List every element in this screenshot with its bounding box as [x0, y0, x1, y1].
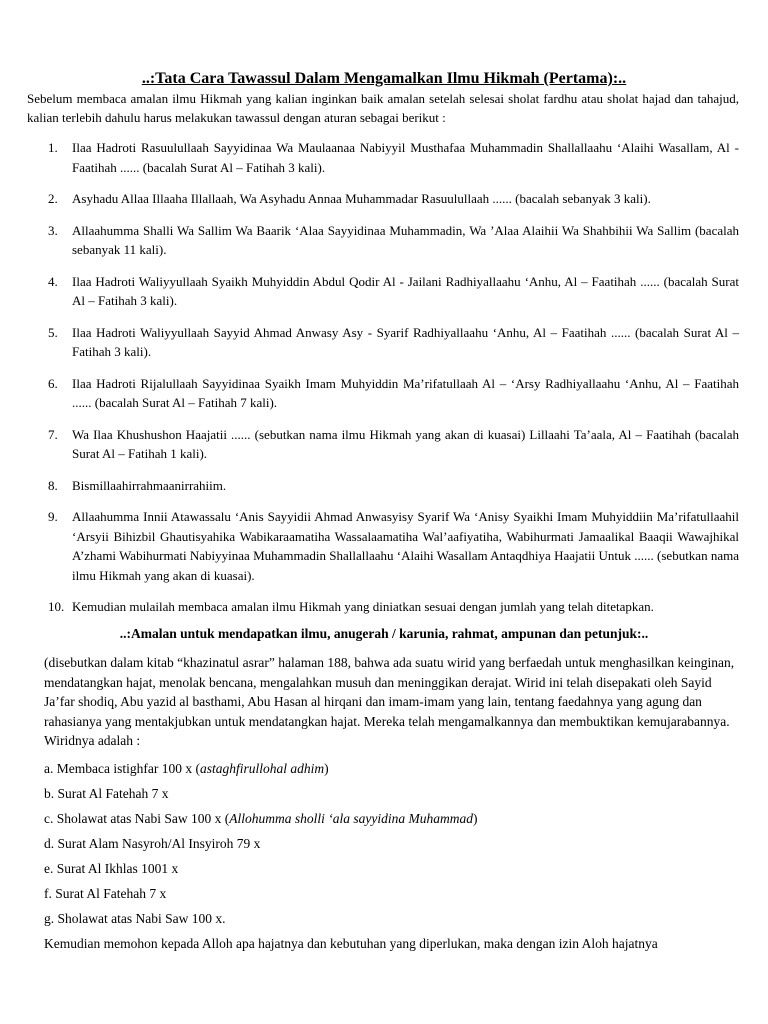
wirid-item-text: b. Surat Al Fatehah 7 x	[44, 786, 169, 801]
list-item-text: Asyhadu Allaa Illaaha Illallaah, Wa Asyhadu Annaa Muhammadar Rasuulullaah ...... (bacalah sebanyak 3 kali).	[72, 191, 651, 206]
wirid-item-text: c. Sholawat atas Nabi Saw 100 x (	[44, 811, 230, 826]
list-item	[48, 507, 739, 585]
wirid-item-text: d. Surat Alam Nasyroh/Al Insyiroh 79 x	[44, 836, 261, 851]
wirid-item	[44, 759, 739, 784]
wirid-item	[44, 909, 739, 934]
wirid-item	[44, 859, 739, 884]
wirid-item-text: g. Sholawat atas Nabi Saw 100 x.	[44, 911, 226, 926]
list-item	[48, 272, 739, 311]
tawassul-steps-list	[48, 138, 739, 629]
list-item-number: 10.	[48, 599, 65, 614]
list-item-text: Ilaa Hadroti Waliyyullaah Sayyid Ahmad Anwasy Asy - Syarif Radhiyallaahu ‘Anhu, Al – Faatihah ...... (bacalah Surat Al – Fatihah 3 kali).	[72, 324, 739, 359]
list-item	[48, 189, 739, 209]
list-item-text: Allaahumma Shalli Wa Sallim Wa Baarik ‘Alaa Sayyidinaa Muhammadin, Wa ’Alaa Alaihii Wa Shahbihii Wa Sallim (bacalah sebanyak 11 kali).	[72, 222, 739, 257]
list-item-text: Ilaa Hadroti Rijalullaah Sayyidinaa Syaikh Imam Muhyiddin Ma’rifatullaah Al – ‘Arsy Radhiyallaahu ‘Anhu, Al – Faatihah ...... (bacalah Surat Al – Fatihah 7 kali).	[72, 375, 739, 410]
closing-paragraph: Kemudian memohon kepada Alloh apa hajatnya dan kebutuhan yang diperlukan, maka dengan izin Aloh hajatnya	[44, 936, 658, 951]
intro-paragraph: Sebelum membaca amalan ilmu Hikmah yang kalian inginkan baik amalan setelah selesai sholat fardhu atau sholat hajad dan tahajud, kalian terlebih dahulu harus melakukan tawassul dengan aturan sebagai berikut :	[27, 91, 739, 125]
list-item	[48, 597, 739, 617]
wirid-list	[44, 759, 739, 934]
list-item-text: Ilaa Hadroti Waliyyullaah Syaikh Muhyiddin Abdul Qodir Al - Jailani Radhiyallaahu ‘Anhu, Al – Faatihah ...... (bacalah Surat Al – Fatihah 3 kali).	[72, 273, 739, 308]
list-item	[48, 323, 739, 362]
list-item-number: 1.	[48, 140, 58, 155]
list-item-number: 2.	[48, 191, 58, 206]
wirid-item-text: f. Surat Al Fatehah 7 x	[44, 886, 167, 901]
wirid-item-text: a. Membaca istighfar 100 x (	[44, 761, 200, 776]
list-item-text: Ilaa Hadroti Rasuulullaah Sayyidinaa Wa Maulaanaa Nabiyyil Musthafaa Muhammadin Shallallaahu ‘Alaihi Wasallam, Al - Faatihah ...... (bacalah Surat Al – Fatihah 3 kali).	[72, 140, 739, 175]
wirid-item	[44, 809, 739, 834]
list-item-number: 8.	[48, 477, 58, 493]
list-item-number: 7.	[48, 426, 58, 442]
list-item-number: 6.	[48, 375, 58, 391]
list-item-number: 5.	[48, 324, 58, 340]
list-item-text: Kemudian mulailah membaca amalan ilmu Hikmah yang diniatkan sesuai dengan jumlah yang telah ditetapkan.	[72, 599, 654, 614]
wirid-item-suffix: )	[324, 761, 329, 776]
list-item-number: 9.	[48, 509, 58, 524]
description-paragraph: (disebutkan dalam kitab “khazinatul asrar” halaman 188, bahwa ada suatu wirid yang berfaedah untuk menghasilkan keinginan, mendatangkan hajat, menolak bencana, mengalahkan musuh dan meninggikan derajat. Wirid ini telah disepakati oleh Sayid Ja’far shodiq, Abu yazid al basthami, Abu Hasan al hirqani dan imam-imam yang lain, tentang faedahnya yang agung dan rahasianya yang mentakjubkan untuk mendatangkan hajat. Mereka telah mengamalkannya dan membuktikan kemujarabannya. Wiridnya adalah :	[44, 655, 735, 748]
list-item	[48, 374, 739, 413]
page-title: ..:Tata Cara Tawassul Dalam Mengamalkan Ilmu Hikmah (Pertama):..	[141, 70, 627, 87]
wirid-item-suffix: )	[472, 811, 478, 826]
list-item-text: Bismillaahirrahmaanirrahiim.	[72, 477, 227, 493]
list-item-number: 4.	[48, 273, 58, 289]
list-item	[48, 221, 739, 260]
list-item	[48, 138, 739, 177]
wirid-item-arabic: Allohumma sholli ‘ala sayyidina Muhammad	[229, 811, 473, 826]
list-item-number: 3.	[48, 222, 58, 238]
section-subtitle: ..:Amalan untuk mendapatkan ilmu, anugerah / karunia, rahmat, ampunan dan petunjuk:..	[119, 626, 649, 641]
wirid-item-text: e. Surat Al Ikhlas 1001 x	[44, 861, 179, 876]
list-item	[48, 425, 739, 464]
wirid-item-arabic: astaghfirullohal adhim	[199, 761, 325, 776]
wirid-item	[44, 884, 739, 909]
list-item-text: Allaahumma Innii Atawassalu ‘Anis Sayyidii Ahmad Anwasyisy Syarif Wa ‘Anisy Syaikhi Imam Muhyiddiin Ma’rifatullaahil ‘Arsyii Bihizbil Ghautisyahika Wabikaraamatiha Wassalaamatiha Wal’aafiyatiha, Wabihurmati Jamaalikal Baaqii Wawajhikal A’zhami Wabihurmati Nabiyyinaa Muhammadin Shallallaahu ‘Alaihi Wasallam Antaqdhiya Haajatii Untuk ...... (sebutkan nama ilmu Hikmah yang akan di kuasai).	[72, 509, 739, 583]
list-item-text: Wa Ilaa Khushushon Haajatii ...... (sebutkan nama ilmu Hikmah yang akan di kuasai) Lillaahi Ta’aala, Al – Faatihah (bacalah Surat Al – Fatihah 1 kali).	[72, 426, 739, 461]
wirid-item	[44, 784, 739, 809]
list-item	[48, 476, 739, 496]
wirid-item	[44, 834, 739, 859]
